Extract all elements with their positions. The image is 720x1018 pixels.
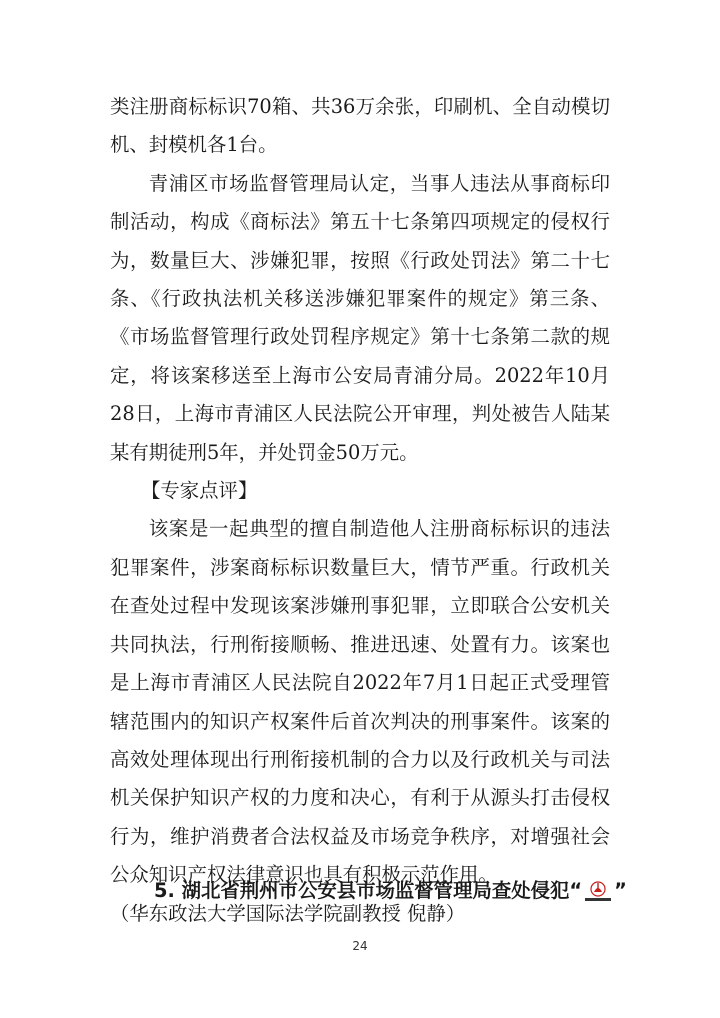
document-body [110,88,610,933]
section-heading-text: 5. 湖北省荆州市公安县市场监督管理局查处侵犯“ [154,879,583,902]
commentary-signature: （华东政法大学国际法学院副教授 倪静） [110,901,466,925]
sinopec-logo-icon [583,880,613,904]
paragraph-continuation: 类注册商标标识70箱、共36万余张，印刷机、全自动模切机、封模机各1台。 [110,95,610,157]
paragraph-expert-commentary: 该案是一起典型的擅自制造他人注册商标标识的违法犯罪案件，涉案商标标识数量巨大，情节严重。行政机关在查处过程中发现该案涉嫌刑事犯罪，立即联合公安机关共同执法，行刑衔接顺畅、推进迅速、处置有力。该案也是上海市青浦区人民法院自2022年7月1日起正式受理管辖范围内的知识产权案件后首次判决的刑事案件。该案的高效处理体现出行刑衔接机制的合力以及行政机关与司法机关保护知识产权的力度和决心，有利于从源头打击侵权行为，维护消费者合法权益及市场竞争秩序，对增强社会公众知识产权法律意识也具有积极示范作用。 [110,517,610,887]
section-heading-close-quote: ” [614,879,627,902]
section-heading [154,875,627,904]
expert-commentary-heading: 【专家点评】 [141,479,258,503]
page-number: 24 [352,939,368,953]
paragraph-case-ruling: 青浦区市场监督管理局认定，当事人违法从事商标印制活动，构成《商标法》第五十七条第四项规定的侵权行为，数量巨大、涉嫌犯罪，按照《行政处罚法》第二十七条、《行政执法机关移送涉嫌犯罪案件的规定》第三条、《市场监督管理行政处罚程序规定》第十七条第二款的规定，将该案移送至上海市公安局青浦分局。2022年10月28日，上海市青浦区人民法院公开审理，判处被告人陆某某有期徒刑5年，并处罚金50万元。 [110,171,610,464]
